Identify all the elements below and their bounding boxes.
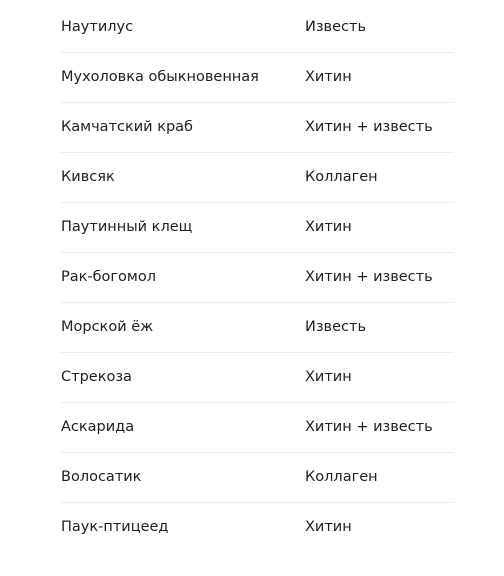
- skeleton-material: Известь: [305, 20, 366, 35]
- skeleton-material: Хитин: [305, 520, 352, 535]
- animal-name: Стрекоза: [61, 370, 132, 385]
- animal-name: Камчатский краб: [61, 120, 193, 135]
- skeleton-material: Известь: [305, 320, 366, 335]
- animal-name: Паук-птицеед: [61, 520, 169, 535]
- table-row: [61, 403, 454, 453]
- animal-name: Мухоловка обыкновенная: [61, 70, 259, 85]
- table-row: [61, 203, 454, 253]
- skeleton-material: Хитин: [305, 370, 352, 385]
- animal-name: Волосатик: [61, 470, 142, 485]
- skeleton-material: Хитин + известь: [305, 420, 433, 435]
- table-row: [61, 103, 454, 153]
- table-row: [61, 503, 454, 552]
- table-row: [61, 353, 454, 403]
- animal-name: Паутинный клещ: [61, 220, 193, 235]
- animal-name: Рак-богомол: [61, 270, 157, 285]
- skeleton-material: Хитин: [305, 70, 352, 85]
- animal-material-table: [61, 3, 454, 552]
- table-row: [61, 153, 454, 203]
- table-row: [61, 53, 454, 103]
- skeleton-material: Хитин + известь: [305, 270, 433, 285]
- animal-name: Аскарида: [61, 420, 135, 435]
- skeleton-material: Хитин: [305, 220, 352, 235]
- animal-name: Кивсяк: [61, 170, 115, 185]
- table-row: [61, 453, 454, 503]
- animal-name: Наутилус: [61, 20, 134, 35]
- skeleton-material: Хитин + известь: [305, 120, 433, 135]
- table-row: [61, 303, 454, 353]
- skeleton-material: Коллаген: [305, 470, 378, 485]
- table-row: [61, 3, 454, 53]
- table-row: [61, 253, 454, 303]
- animal-name: Морской ёж: [61, 320, 154, 335]
- skeleton-material: Коллаген: [305, 170, 378, 185]
